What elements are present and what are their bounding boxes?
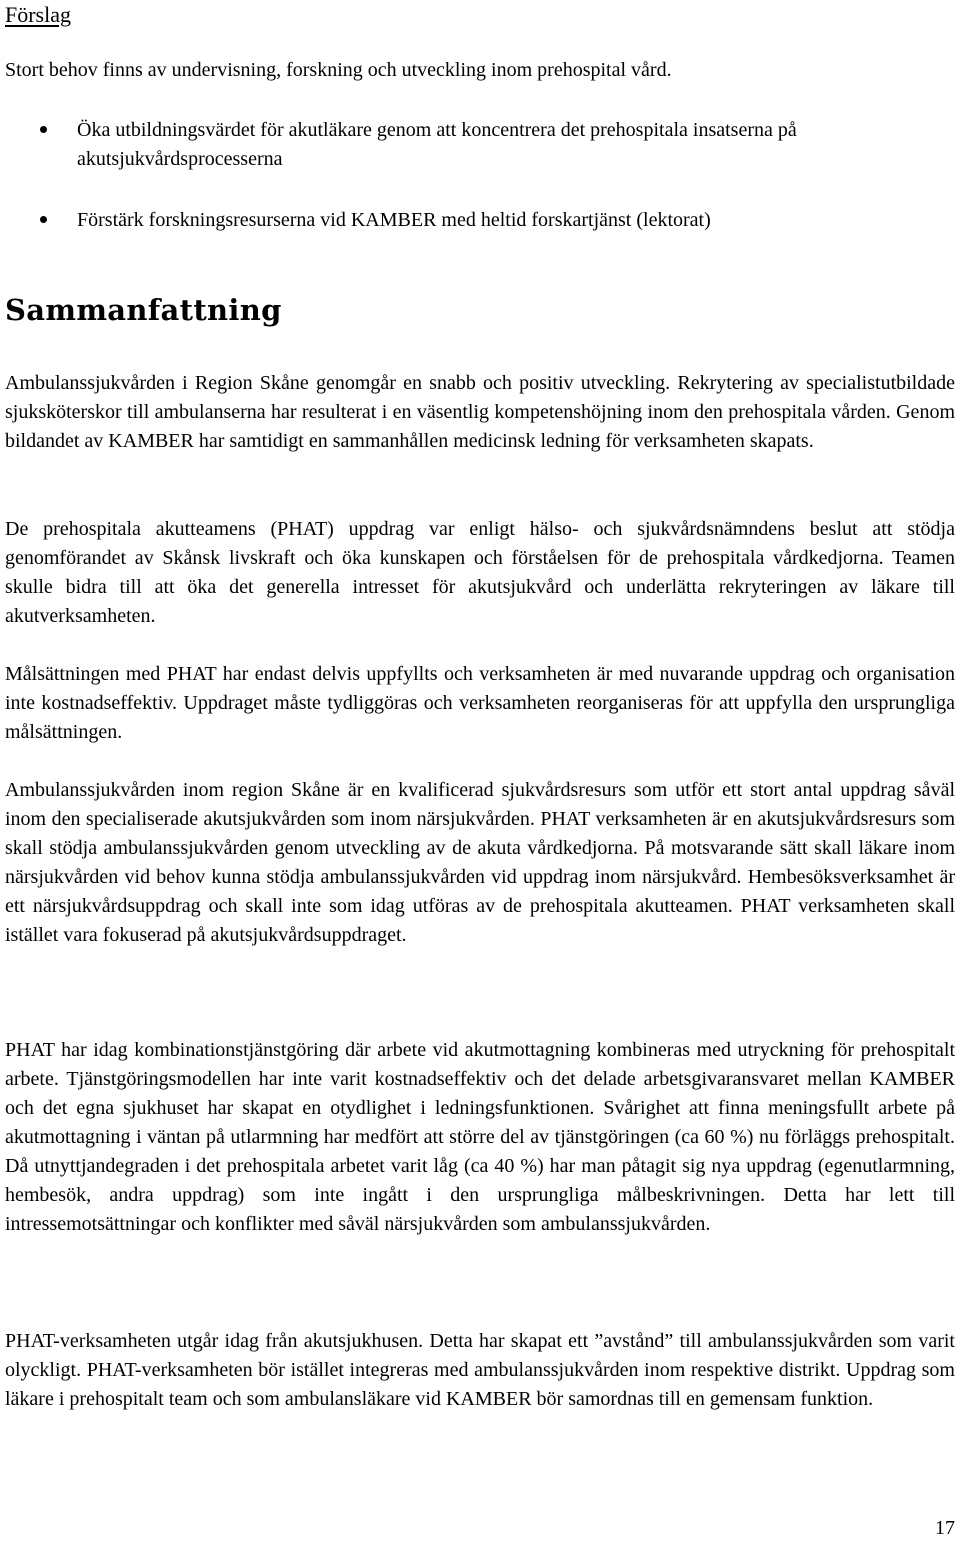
summary-paragraph: PHAT-verksamheten utgår idag från akutsjukhusen. Detta har skapat ett ”avstånd” till ambulanssjukvården som varit olyckligt. PHAT-verksamheten bör istället integreras med ambulanssjukvården inom respektive distrikt. Uppdrag som läkare i prehospitalt team och som ambulansläkare vid KAMBER bör samordnas till en gemensam funktion. <box>5 1330 955 1410</box>
page-number: 17 <box>935 1517 955 1539</box>
bullet-dot-icon <box>40 216 47 223</box>
summary-paragraph: PHAT har idag kombinationstjänstgöring där arbete vid akutmottagning kombineras med utryckning för prehospitalt arbete. Tjänstgöringsmodellen har inte varit kostnadseffektiv och det delade arbetsgivaransvaret mellan KAMBER och det egna sjukhuset har skapat en otydlighet i ledningsfunktionen. Svårighet att finna meningsfullt arbete på akutmottagning i väntan på utlarmning har medfört att större del av tjänstgöringen (ca 60 %) nu förläggs prehospitalt. Då utnyttjandegraden i det prehospitala arbetet varit låg (ca 40 %) har man påtagit sig nya uppdrag (egenutlarmning, hembesök, andra uppdrag) som inte ingått i den ursprungliga målbeskrivningen. Detta har lett till intressemotsättningar och konflikter med såväl närsjukvården som ambulanssjukvården. <box>5 1039 955 1235</box>
proposal-intro: Stort behov finns av undervisning, forskning och utveckling inom prehospital vård. <box>5 59 672 81</box>
summary-paragraph: De prehospitala akutteamens (PHAT) uppdrag var enligt hälso- och sjukvårdsnämndens beslut att stödja genomförandet av Skånsk livskraft och öka kunskapen och förståelsen för de prehospitala vårdkedjorna. Teamen skulle bidra till att öka det generella intresset för akutsjukvård och underlätta rekryteringen av läkare till akutverksamheten. <box>5 518 955 627</box>
summary-paragraph: Ambulanssjukvården inom region Skåne är en kvalificerad sjukvårdsresurs som utför ett stort antal uppdrag såväl inom den specialiserade akutsjukvården som inom närsjukvården. PHAT verksamheten är en akutsjukvårdsresurs som skall stödja ambulanssjukvården genom utveckling av de akuta vårdkedjorna. På motsvarande sätt skall läkare inom närsjukvården vid behov kunna stödja ambulanssjukvården vid uppdrag inom närsjukvård. Hembesöksverksamhet är ett närsjukvårdsuppdrag och skall inte som idag utföras av de prehospitala akutteamen. PHAT verksamheten skall istället vara fokuserad på akutsjukvårdsuppdraget. <box>5 779 955 946</box>
summary-paragraph: Ambulanssjukvården i Region Skåne genomgår en snabb och positiv utveckling. Rekrytering av specialistutbildade sjuksköterskor till ambulanserna har resulterat i en väsentlig kompetenshöjning inom den prehospitala vården. Genom bildandet av KAMBER har samtidigt en sammanhållen medicinsk ledning för verksamheten skapats. <box>5 372 955 452</box>
summary-paragraph: Målsättningen med PHAT har endast delvis uppfyllts och verksamheten är med nuvarande uppdrag och organisation inte kostnadseffektiv. Uppdraget måste tydliggöras och verksamheten reorganiseras för att uppfylla den ursprungliga målsättningen. <box>5 663 955 743</box>
bullet-text: Öka utbildningsvärdet för akutläkare genom att koncentrera det prehospitala insatserna på akutsjukvårdsprocesserna <box>77 119 797 170</box>
summary-heading: Sammanfattning <box>5 293 282 327</box>
proposal-heading: Förslag <box>5 2 71 27</box>
bullet-text: Förstärk forskningsresurserna vid KAMBER med heltid forskartjänst (lektorat) <box>77 209 711 231</box>
bullet-dot-icon <box>40 126 47 133</box>
